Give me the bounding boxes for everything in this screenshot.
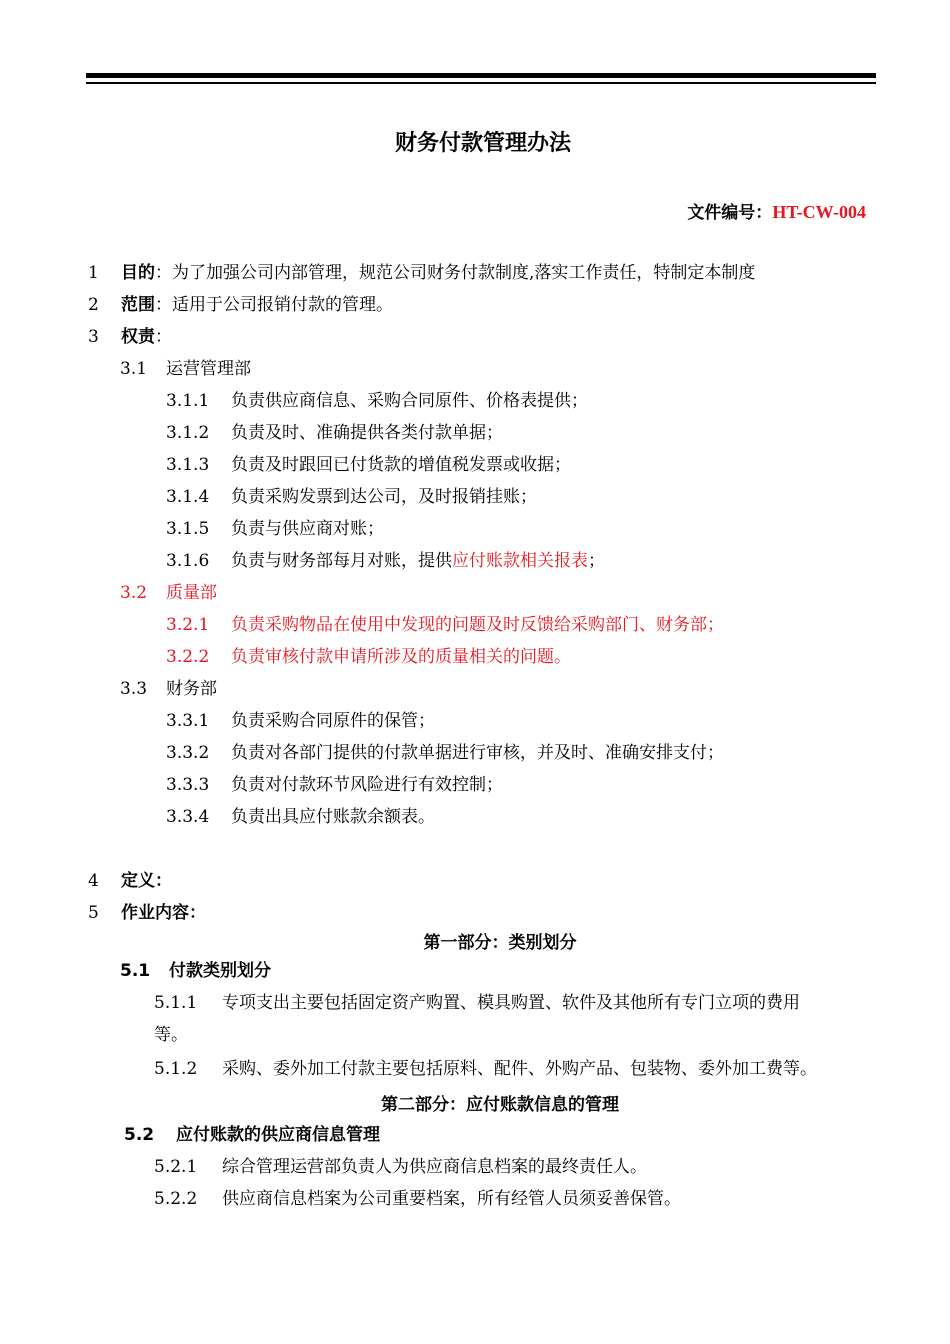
item-number: 3.1.5 — [166, 519, 210, 539]
document-title: 财务付款管理办法 — [394, 131, 571, 156]
item-number: 3.1.1 — [166, 391, 210, 411]
subsection-3-1 — [120, 358, 251, 380]
item-text: 负责采购物品在使用中发现的问题及时反馈给采购部门、财务部； — [231, 615, 724, 635]
document-number-code: HT-CW-004 — [772, 202, 866, 222]
item-number: 3.1.2 — [166, 423, 210, 443]
item-3-3-3 — [166, 774, 503, 796]
section-5 — [88, 902, 206, 924]
section-heading: 定义： — [121, 871, 172, 891]
item-text: 负责对付款环节风险进行有效控制； — [231, 775, 503, 795]
section-2 — [88, 294, 393, 316]
item-3-1-2 — [166, 422, 503, 444]
document-number-label: 文件编号： — [687, 203, 773, 223]
section-heading: 权责 — [121, 327, 155, 347]
item-text-end: ； — [588, 551, 605, 571]
item-number: 3.3.1 — [166, 711, 210, 731]
item-text: 负责对各部门提供的付款单据进行审核，并及时、准确安排支付； — [231, 743, 724, 763]
item-text: 等。 — [154, 1025, 188, 1045]
item-number: 3.1.3 — [166, 455, 210, 475]
item-number: 5.1.2 — [154, 1059, 198, 1079]
item-text: 负责供应商信息、采购合同原件、价格表提供； — [231, 391, 588, 411]
section-number: 3 — [88, 327, 99, 347]
subsection-number: 3.1 — [120, 359, 148, 379]
item-number: 3.1.6 — [166, 551, 210, 571]
item-text: 负责及时跟回已付货款的增值税发票或收据； — [231, 455, 571, 475]
item-3-1-6 — [166, 550, 605, 572]
item-text: 负责与财务部每月对账，提供 — [231, 551, 452, 571]
item-text: 负责与供应商对账； — [231, 519, 384, 539]
subsection-number: 5.2 — [124, 1125, 155, 1145]
item-3-3-4 — [166, 806, 435, 828]
item-3-3-1 — [166, 710, 435, 732]
section-heading: 目的 — [121, 263, 155, 283]
subsection-5-1 — [120, 960, 271, 982]
subsection-number: 3.3 — [120, 679, 148, 699]
item-text: 采购、委外加工付款主要包括原料、配件、外购产品、包装物、委外加工费等。 — [222, 1059, 817, 1079]
item-5-2-1 — [154, 1156, 647, 1178]
section-1 — [88, 262, 755, 284]
section-number: 2 — [88, 295, 99, 315]
section-text: ：适用于公司报销付款的管理。 — [155, 295, 393, 315]
item-3-1-3 — [166, 454, 571, 476]
subsection-3-2 — [120, 582, 217, 604]
item-number: 3.2.2 — [166, 647, 210, 667]
item-number: 5.2.2 — [154, 1189, 198, 1209]
subsection-text: 质量部 — [166, 583, 217, 603]
item-3-2-2 — [166, 646, 571, 668]
subsection-3-3 — [120, 678, 217, 700]
section-number: 5 — [88, 903, 99, 923]
item-5-1-2 — [154, 1058, 817, 1080]
item-text: 负责采购发票到达公司，及时报销挂账； — [231, 487, 537, 507]
item-text-highlight: 应付账款相关报表 — [452, 551, 588, 571]
section-text: ：为了加强公司内部管理，规范公司财务付款制度,落实工作责任，特制定本制度 — [155, 263, 756, 283]
section-3 — [88, 326, 172, 348]
item-number: 5.2.1 — [154, 1157, 198, 1177]
section-number: 4 — [88, 871, 99, 891]
subsection-number: 5.1 — [120, 961, 151, 981]
item-number: 3.3.2 — [166, 743, 210, 763]
item-text: 负责审核付款申请所涉及的质量相关的问题。 — [231, 647, 571, 667]
header-rule-thin — [86, 82, 876, 84]
subsection-text: 付款类别划分 — [169, 961, 271, 981]
part-2-heading: 第二部分：应付账款信息的管理 — [381, 1095, 619, 1115]
subsection-text: 运营管理部 — [166, 359, 251, 379]
document-number — [687, 198, 866, 223]
item-number: 5.1.1 — [154, 993, 198, 1013]
item-text: 供应商信息档案为公司重要档案，所有经管人员须妥善保管。 — [222, 1189, 681, 1209]
subsection-5-2 — [124, 1124, 380, 1146]
item-text: 负责采购合同原件的保管； — [231, 711, 435, 731]
item-3-1-5 — [166, 518, 384, 540]
item-5-2-2 — [154, 1188, 681, 1210]
item-text: 综合管理运营部负责人为供应商信息档案的最终责任人。 — [222, 1157, 647, 1177]
item-text: 专项支出主要包括固定资产购置、模具购置、软件及其他所有专门立项的费用 — [222, 993, 800, 1013]
part-1-heading: 第一部分：类别划分 — [423, 933, 577, 953]
item-5-1-1 — [154, 992, 800, 1014]
item-3-3-2 — [166, 742, 724, 764]
item-5-1-1-continued — [154, 1024, 188, 1046]
item-number: 3.3.3 — [166, 775, 210, 795]
section-4 — [88, 870, 172, 892]
section-text: ： — [155, 327, 172, 347]
item-3-1-1 — [166, 390, 588, 412]
item-number: 3.1.4 — [166, 487, 210, 507]
section-heading: 范围 — [121, 295, 155, 315]
section-number: 1 — [88, 263, 99, 283]
subsection-text: 应付账款的供应商信息管理 — [176, 1125, 380, 1145]
item-3-2-1 — [166, 614, 724, 636]
subsection-text: 财务部 — [166, 679, 217, 699]
subsection-number: 3.2 — [120, 583, 148, 603]
item-number: 3.3.4 — [166, 807, 210, 827]
item-number: 3.2.1 — [166, 615, 210, 635]
item-3-1-4 — [166, 486, 537, 508]
header-rule-thick — [86, 73, 876, 78]
section-heading: 作业内容： — [121, 903, 206, 923]
item-text: 负责及时、准确提供各类付款单据； — [231, 423, 503, 443]
item-text: 负责出具应付账款余额表。 — [231, 807, 435, 827]
